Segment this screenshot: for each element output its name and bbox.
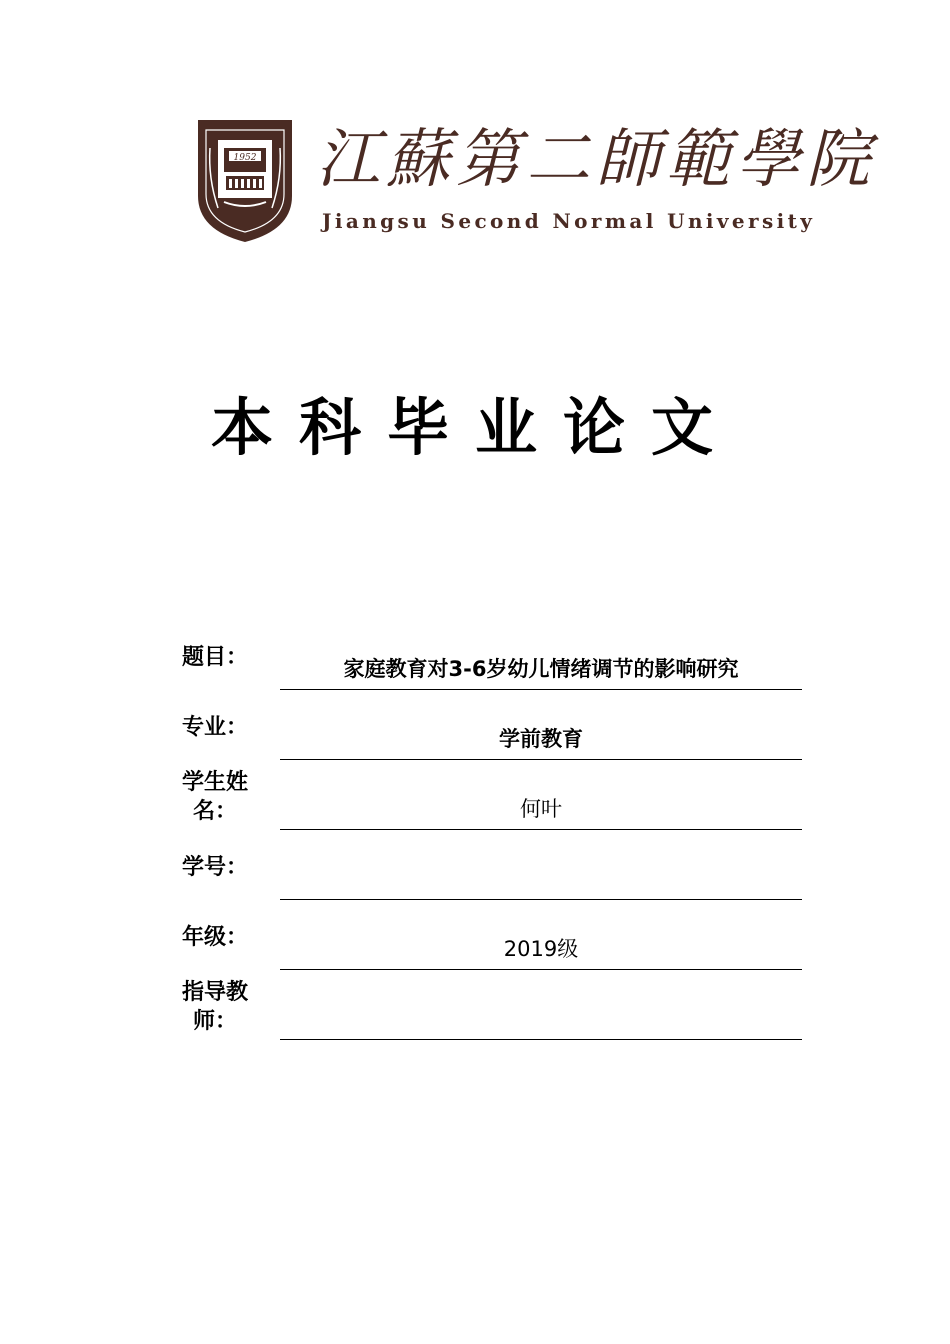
- field-row-student-id: [170, 832, 804, 902]
- field-value-grade: 2019级: [280, 902, 802, 970]
- field-label: 指导教师：: [181, 980, 248, 1034]
- university-name-chinese: 江蘇第二師範學院: [316, 123, 876, 197]
- field-value-major: 学前教育: [280, 692, 802, 760]
- field-label: 学生姓名：: [181, 770, 248, 824]
- field-row-major: [170, 692, 804, 762]
- field-label: 题目：: [181, 644, 248, 670]
- field-label: 年级：: [181, 924, 248, 950]
- cover-info-table: [170, 622, 804, 1042]
- field-value-student-id: [280, 832, 802, 900]
- university-name-english: Jiangsu Second Normal University: [322, 209, 816, 233]
- university-seal-icon: [196, 118, 294, 244]
- document-title: 本科毕业论文: [210, 391, 739, 464]
- field-row-title: [170, 622, 804, 692]
- field-value-student-name: 何叶: [280, 762, 802, 830]
- university-logo: [196, 118, 876, 248]
- field-row-student-name: [170, 762, 804, 832]
- seal-year: 1952: [233, 153, 257, 163]
- field-label: 专业：: [181, 714, 248, 740]
- field-value-advisor: [280, 972, 802, 1040]
- field-row-advisor: [170, 972, 804, 1042]
- field-label: 学号：: [181, 854, 248, 880]
- field-value-title: 家庭教育对3-6岁幼儿情绪调节的影响研究: [280, 622, 802, 690]
- field-row-grade: [170, 902, 804, 972]
